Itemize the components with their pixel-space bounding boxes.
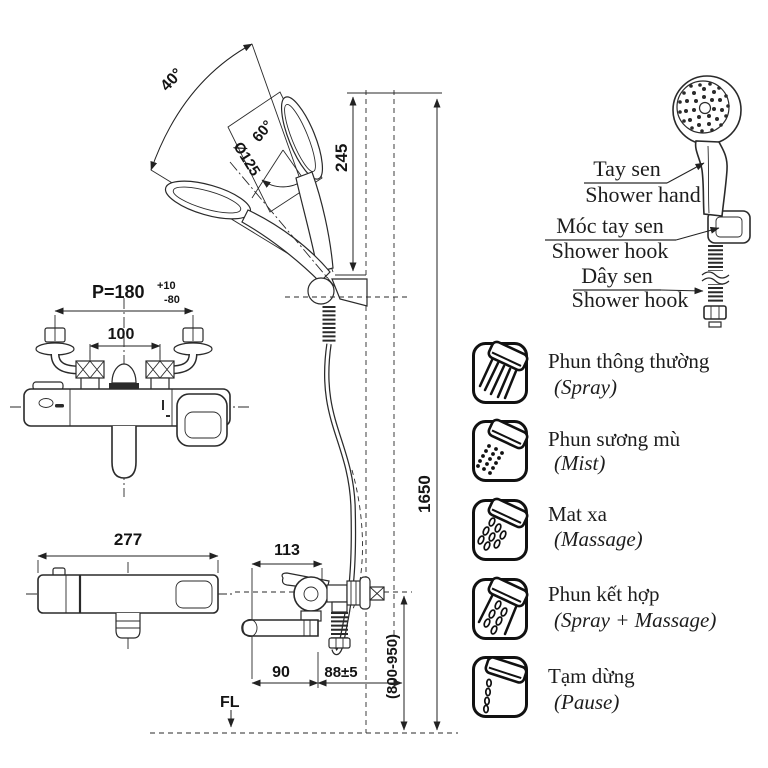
hose-offset-label: 88±5: [324, 664, 358, 681]
part-label-hook: [545, 213, 719, 263]
mist-icon: [474, 418, 529, 480]
spout-reach-label: 90: [272, 664, 290, 681]
part-hose-en: Shower hook: [571, 287, 689, 312]
part-hand-vi: Tay sen: [593, 156, 661, 181]
spray-mode-row: [474, 576, 717, 638]
pitch-upper-tolerance: +10: [157, 280, 176, 292]
part-hand-en: Shower hand: [585, 182, 701, 207]
pause-mode-vi: Tạm dừng: [548, 664, 635, 688]
massage-mode-vi: Mat xa: [548, 502, 607, 526]
part-hook-en: Shower hook: [551, 238, 669, 263]
spray-mode-vi: Phun thông thường: [548, 349, 710, 373]
head-diameter-label: Ø125: [229, 139, 264, 180]
mist-mode-vi: Phun sương mù: [548, 427, 681, 451]
total-height-label: 1650: [415, 475, 434, 513]
mist-mode-en: (Mist): [554, 451, 606, 475]
pause-mode-en: (Pause): [554, 690, 620, 714]
spray-mode-row: [474, 497, 643, 559]
spray-massage-mode-en: (Spray + Massage): [554, 608, 717, 632]
head-angle-label: 60°: [249, 117, 277, 146]
spray-massage-icon: [474, 576, 529, 638]
body-width-label: 277: [113, 530, 143, 549]
part-hose-vi: Dây sen: [581, 263, 653, 288]
shower-holder: [285, 278, 410, 342]
inlet-distance-label: 100: [107, 326, 135, 343]
part-hook-vi: Móc tay sen: [556, 213, 664, 238]
shower-hose-coil: [702, 245, 730, 327]
massage-icon: [474, 497, 529, 559]
spray-icon: [474, 340, 529, 402]
spout-depth-label: 113: [274, 542, 300, 559]
spray-mode-en: (Spray): [554, 375, 617, 399]
swing-angle-label: 40°: [157, 65, 187, 95]
pitch-lower-tolerance: -80: [164, 294, 180, 306]
part-label-hand: [584, 156, 704, 207]
part-label-hose: [572, 263, 703, 312]
spray-mode-list: [474, 340, 717, 716]
spray-mode-row: [474, 340, 710, 402]
spray-mode-row: [474, 418, 681, 480]
hand-shower-height-label: 245: [332, 143, 351, 172]
install-height-label: (800-950): [384, 633, 401, 699]
shower-head: [673, 76, 741, 144]
pause-icon: [474, 656, 528, 716]
pitch-label: P=180: [92, 282, 145, 302]
mixer-side-view: [235, 542, 402, 688]
floor-line-label: FL: [220, 694, 240, 711]
spray-massage-mode-vi: Phun kết hợp: [548, 582, 660, 606]
hand-shower-illustration: [545, 76, 750, 327]
massage-mode-en: (Massage): [554, 527, 643, 551]
spray-mode-row: [474, 656, 636, 716]
mixer-top-view: [26, 530, 232, 652]
